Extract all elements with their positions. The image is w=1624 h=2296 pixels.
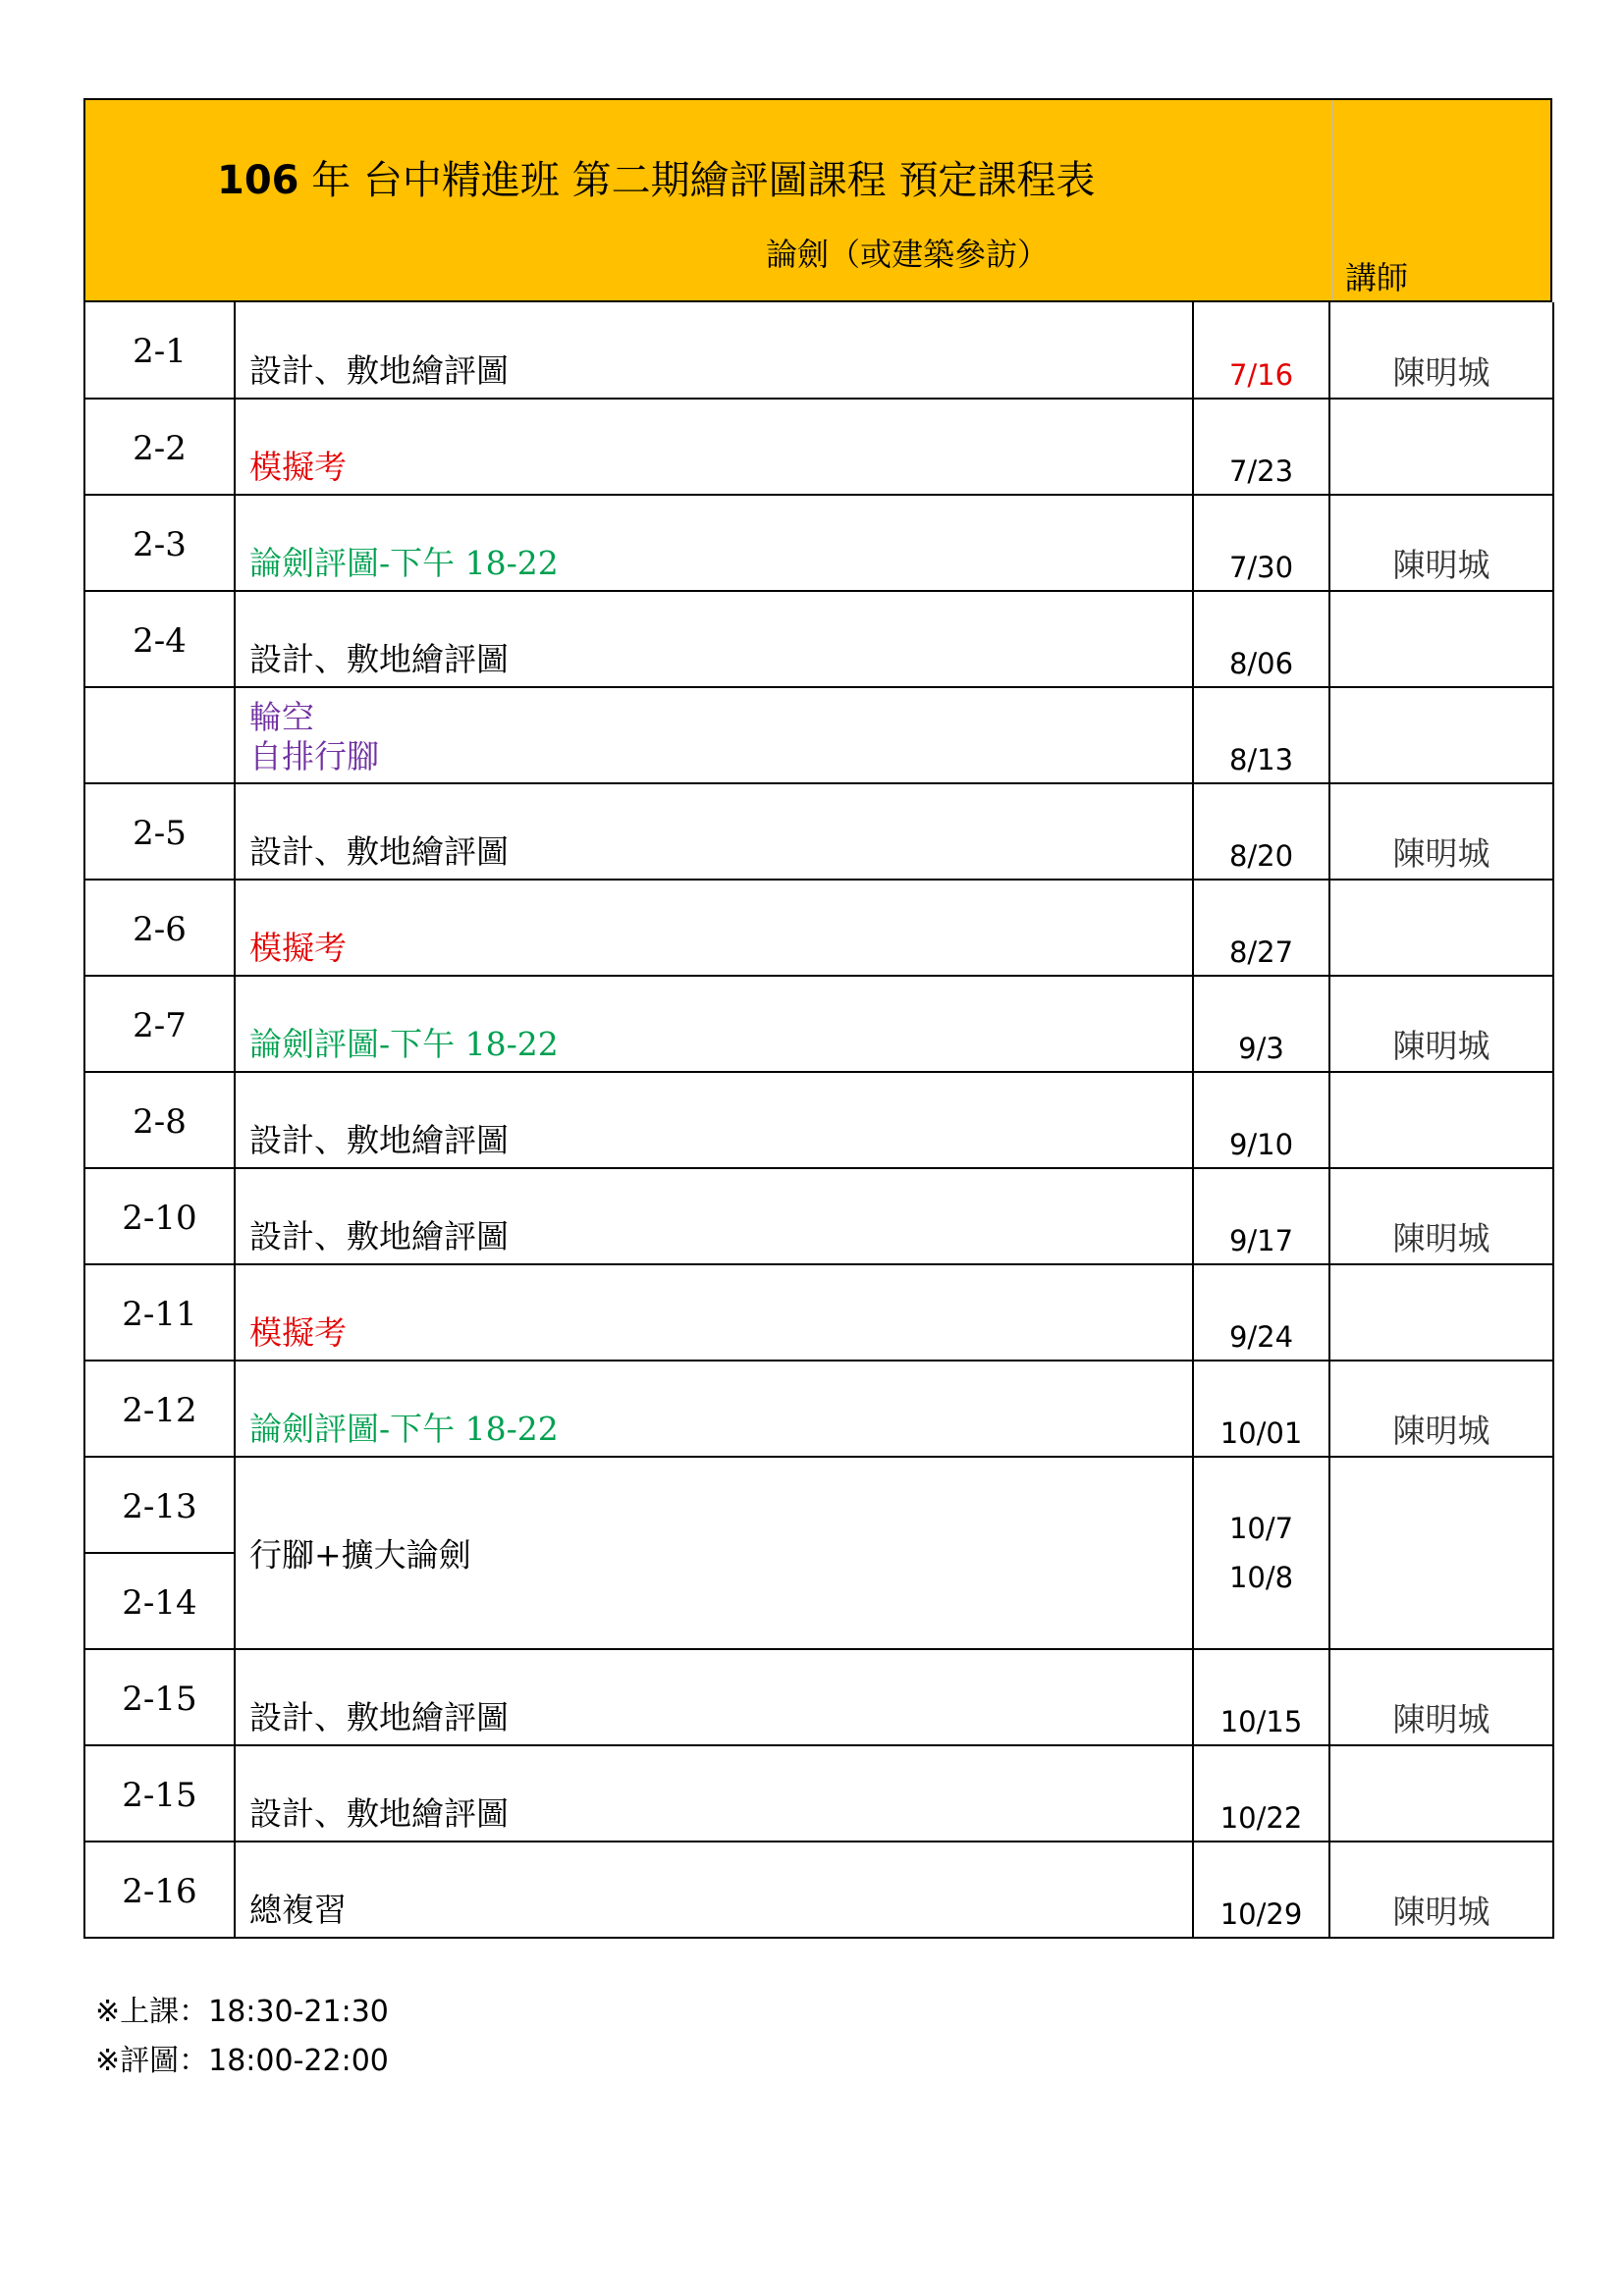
- lesson-date: 10/01: [1219, 1416, 1303, 1450]
- course-cell: [235, 495, 1193, 591]
- lesson-code: 2-6: [133, 910, 187, 949]
- date-cell: [1193, 1361, 1329, 1457]
- lesson-code: 2-14: [122, 1583, 197, 1623]
- lesson-date: 9/24: [1228, 1320, 1294, 1354]
- course-name: [249, 538, 559, 584]
- course-name: [249, 1692, 509, 1738]
- lesson-date: 8/06: [1228, 647, 1294, 680]
- instructor-cell: [1329, 783, 1553, 880]
- course-name: [249, 634, 509, 680]
- lesson-date: 7/30: [1228, 551, 1294, 584]
- note-review-time: ※評圖：18:00-22:00: [95, 2044, 389, 2078]
- course-cell: [235, 1649, 1193, 1745]
- course-name: 行腳+擴大論劍: [249, 1535, 471, 1575]
- instructor-name: 陳明城: [1392, 1027, 1490, 1065]
- course-cell: [235, 1361, 1193, 1457]
- lesson-code-cell: [84, 1457, 235, 1649]
- lesson-code: 2-16: [122, 1872, 197, 1911]
- course-name: [249, 923, 347, 969]
- instructor-cell: [1329, 1842, 1553, 1938]
- lesson-code: 2-15: [122, 1776, 197, 1815]
- lesson-dates: [1194, 1504, 1328, 1602]
- course-name: [249, 346, 509, 392]
- lesson-date: 9/10: [1228, 1128, 1294, 1161]
- course-cell: [235, 783, 1193, 880]
- instructor-cell: [1329, 1264, 1553, 1361]
- lesson-code-cell: [84, 1745, 235, 1842]
- course-name: [249, 1789, 509, 1835]
- course-name: [249, 1885, 347, 1931]
- table-row: [84, 687, 1553, 783]
- table-row-merged: [84, 1457, 1553, 1649]
- course-cell: [235, 1457, 1193, 1649]
- course-name-line: 模擬考: [249, 1313, 347, 1352]
- table-row: [84, 1745, 1553, 1842]
- lesson-code: 2-11: [122, 1295, 197, 1334]
- split-code-top: [85, 1458, 234, 1552]
- instructor-cell: [1329, 1361, 1553, 1457]
- instructor-name: 陳明城: [1392, 546, 1490, 584]
- course-name-line: 論劍評圖-下午 18-22: [249, 1410, 559, 1448]
- date-cell: [1193, 1745, 1329, 1842]
- course-name-line: 設計、敷地繪評圖: [249, 351, 509, 390]
- lesson-code-cell: [84, 880, 235, 976]
- instructor-name: 陳明城: [1392, 834, 1490, 873]
- course-name-line: 設計、敷地繪評圖: [249, 1217, 509, 1255]
- instructor-cell: [1329, 591, 1553, 687]
- date-cell: [1193, 783, 1329, 880]
- lesson-date: 7/23: [1228, 454, 1294, 488]
- instructor-cell: [1329, 880, 1553, 976]
- lesson-code-cell: [84, 687, 235, 783]
- instructor-column-header: 講師: [1345, 259, 1409, 296]
- course-cell: [235, 1745, 1193, 1842]
- lesson-code: 2-8: [133, 1102, 187, 1142]
- lesson-date: 7/16: [1228, 358, 1294, 392]
- table-row: [84, 1361, 1553, 1457]
- course-cell: [235, 591, 1193, 687]
- course-name-line: 總複習: [249, 1891, 347, 1929]
- course-name-line: 輪空: [249, 698, 314, 736]
- schedule-document: [83, 98, 1552, 2086]
- date-cell: [1193, 1842, 1329, 1938]
- course-name-line: 設計、敷地繪評圖: [249, 1698, 509, 1736]
- split-code-bottom: [85, 1552, 234, 1648]
- date-cell: [1193, 1649, 1329, 1745]
- course-cell: [235, 880, 1193, 976]
- lesson-code: 2-10: [122, 1199, 197, 1238]
- lesson-code-cell: [84, 1842, 235, 1938]
- instructor-cell: [1329, 1457, 1553, 1649]
- instructor-cell: [1329, 1072, 1553, 1168]
- course-name: [249, 442, 347, 488]
- instructor-name: 陳明城: [1392, 1219, 1490, 1257]
- course-cell: [235, 1168, 1193, 1264]
- table-row: [84, 1264, 1553, 1361]
- instructor-name: 陳明城: [1392, 1412, 1490, 1450]
- course-name: [249, 1404, 559, 1450]
- instructor-cell: [1329, 1168, 1553, 1264]
- lesson-code-cell: [84, 1649, 235, 1745]
- date-cell: [1193, 302, 1329, 399]
- lesson-code: 2-5: [133, 814, 187, 853]
- course-cell: [235, 302, 1193, 399]
- course-name-line: 設計、敷地繪評圖: [249, 1794, 509, 1833]
- date-cell: [1193, 687, 1329, 783]
- lesson-code-cell: [84, 495, 235, 591]
- instructor-cell: [1329, 1745, 1553, 1842]
- table-row: [84, 399, 1553, 495]
- course-name-line: 模擬考: [249, 929, 347, 967]
- page-subtitle: 論劍（或建築參訪）: [766, 236, 1050, 273]
- course-name-line: 論劍評圖-下午 18-22: [249, 1025, 559, 1063]
- lesson-code: [85, 688, 234, 718]
- lesson-date: 8/27: [1228, 935, 1294, 969]
- course-name: [249, 1115, 509, 1161]
- title-text: 年 台中精進班 第二期繪評圖課程 預定課程表: [298, 158, 1096, 203]
- page-title: [217, 149, 1095, 205]
- lesson-code: 2-15: [122, 1680, 197, 1719]
- date-cell: [1193, 880, 1329, 976]
- date-cell: [1193, 1168, 1329, 1264]
- table-row: [84, 1168, 1553, 1264]
- table-row: [84, 976, 1553, 1072]
- lesson-code-cell: [84, 591, 235, 687]
- lesson-date: 8/13: [1228, 743, 1294, 776]
- instructor-cell: [1329, 976, 1553, 1072]
- notes: [83, 1988, 1552, 2086]
- course-name: [249, 1211, 509, 1257]
- date-cell: [1193, 1457, 1329, 1649]
- lesson-date: 10/29: [1219, 1897, 1303, 1931]
- course-name-line: 論劍評圖-下午 18-22: [249, 544, 559, 582]
- course-name: [249, 1308, 347, 1354]
- lesson-code-cell: [84, 1361, 235, 1457]
- lesson-code: 2-3: [133, 525, 187, 564]
- course-cell: [235, 687, 1193, 783]
- header-divider: [1332, 100, 1333, 300]
- instructor-cell: [1329, 399, 1553, 495]
- table-row: [84, 495, 1553, 591]
- instructor-cell: [1329, 687, 1553, 783]
- lesson-date: 9/17: [1228, 1224, 1294, 1257]
- table-row: [84, 880, 1553, 976]
- course-cell: [235, 1264, 1193, 1361]
- instructor-name: 陳明城: [1392, 1893, 1490, 1931]
- date-cell: [1193, 976, 1329, 1072]
- course-cell: [235, 399, 1193, 495]
- lesson-code: 2-1: [133, 332, 187, 371]
- lesson-code-cell: [84, 302, 235, 399]
- course-name: [249, 827, 509, 873]
- table-row: [84, 783, 1553, 880]
- table-row: [84, 591, 1553, 687]
- course-name: [249, 1019, 559, 1065]
- lesson-date: 10/15: [1219, 1705, 1303, 1738]
- lesson-code-cell: [84, 783, 235, 880]
- table-row: [84, 1649, 1553, 1745]
- split-code: [85, 1458, 234, 1648]
- course-cell: [235, 976, 1193, 1072]
- lesson-code-cell: [84, 399, 235, 495]
- lesson-code: 2-2: [133, 429, 187, 468]
- lesson-date: 10/8: [1228, 1561, 1294, 1594]
- date-cell: [1193, 1072, 1329, 1168]
- table-row: [84, 1842, 1553, 1938]
- course-name-line: 設計、敷地繪評圖: [249, 1121, 509, 1159]
- schedule-table: [83, 302, 1554, 1939]
- course-cell: [235, 1072, 1193, 1168]
- lesson-date: 8/20: [1228, 839, 1294, 873]
- course-name-line: 設計、敷地繪評圖: [249, 832, 509, 871]
- course-name-line: 設計、敷地繪評圖: [249, 640, 509, 678]
- schedule-header: [83, 98, 1552, 302]
- instructor-cell: [1329, 302, 1553, 399]
- lesson-code-cell: [84, 1168, 235, 1264]
- lesson-date: 9/3: [1238, 1032, 1284, 1065]
- instructor-name: 陳明城: [1392, 353, 1490, 392]
- course-name-line-2: 自排行腳: [249, 737, 379, 775]
- lesson-code: 2-13: [122, 1487, 197, 1526]
- course-name: [249, 698, 379, 776]
- lesson-date: 10/7: [1228, 1512, 1294, 1545]
- note-class-time: ※上課：18:30-21:30: [95, 1995, 389, 2029]
- lesson-code-cell: [84, 976, 235, 1072]
- course-cell: [235, 1842, 1193, 1938]
- date-cell: [1193, 495, 1329, 591]
- instructor-name: 陳明城: [1392, 1700, 1490, 1738]
- course-name-line: 模擬考: [249, 448, 347, 486]
- lesson-code-cell: [84, 1264, 235, 1361]
- instructor-cell: [1329, 1649, 1553, 1745]
- lesson-code-cell: [84, 1072, 235, 1168]
- lesson-code: 2-12: [122, 1391, 197, 1430]
- date-cell: [1193, 591, 1329, 687]
- instructor-cell: [1329, 495, 1553, 591]
- lesson-date: 10/22: [1219, 1801, 1303, 1835]
- lesson-code: 2-7: [133, 1006, 187, 1045]
- date-cell: [1193, 399, 1329, 495]
- table-row: [84, 1072, 1553, 1168]
- title-year: 106: [217, 158, 299, 203]
- date-cell: [1193, 1264, 1329, 1361]
- table-row: [84, 302, 1553, 399]
- lesson-code: 2-4: [133, 621, 187, 661]
